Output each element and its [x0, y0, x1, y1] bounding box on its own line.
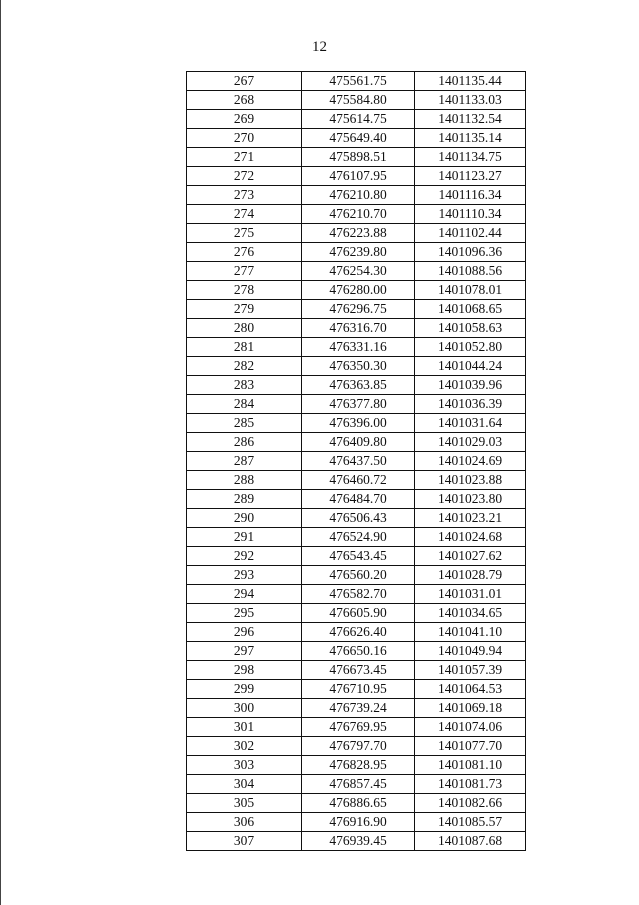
- point-number-cell: 283: [187, 376, 302, 395]
- y-coordinate-cell: 1401041.10: [415, 623, 526, 642]
- table-row: [187, 813, 526, 832]
- point-number-cell: 301: [187, 718, 302, 737]
- y-coordinate-cell: 1401096.36: [415, 243, 526, 262]
- point-number-cell: 294: [187, 585, 302, 604]
- x-coordinate-cell: 476605.90: [302, 604, 415, 623]
- x-coordinate-cell: 475898.51: [302, 148, 415, 167]
- x-coordinate-cell: 476769.95: [302, 718, 415, 737]
- point-number-cell: 298: [187, 661, 302, 680]
- y-coordinate-cell: 1401024.69: [415, 452, 526, 471]
- table-row: [187, 547, 526, 566]
- y-coordinate-cell: 1401023.21: [415, 509, 526, 528]
- y-coordinate-cell: 1401085.57: [415, 813, 526, 832]
- table-row: [187, 414, 526, 433]
- x-coordinate-cell: 476916.90: [302, 813, 415, 832]
- point-number-cell: 280: [187, 319, 302, 338]
- table-row: [187, 205, 526, 224]
- point-number-cell: 295: [187, 604, 302, 623]
- x-coordinate-cell: 476223.88: [302, 224, 415, 243]
- y-coordinate-cell: 1401023.88: [415, 471, 526, 490]
- table-row: [187, 490, 526, 509]
- point-number-cell: 274: [187, 205, 302, 224]
- table-row: [187, 300, 526, 319]
- point-number-cell: 271: [187, 148, 302, 167]
- point-number-cell: 306: [187, 813, 302, 832]
- table-row: [187, 832, 526, 851]
- y-coordinate-cell: 1401074.06: [415, 718, 526, 737]
- table-row: [187, 167, 526, 186]
- y-coordinate-cell: 1401077.70: [415, 737, 526, 756]
- y-coordinate-cell: 1401064.53: [415, 680, 526, 699]
- y-coordinate-cell: 1401069.18: [415, 699, 526, 718]
- x-coordinate-cell: 476316.70: [302, 319, 415, 338]
- point-number-cell: 277: [187, 262, 302, 281]
- y-coordinate-cell: 1401087.68: [415, 832, 526, 851]
- table-row: [187, 737, 526, 756]
- table-row: [187, 528, 526, 547]
- y-coordinate-cell: 1401029.03: [415, 433, 526, 452]
- y-coordinate-cell: 1401023.80: [415, 490, 526, 509]
- point-number-cell: 292: [187, 547, 302, 566]
- x-coordinate-cell: 476939.45: [302, 832, 415, 851]
- table-row: [187, 471, 526, 490]
- table-row: [187, 794, 526, 813]
- x-coordinate-cell: 476524.90: [302, 528, 415, 547]
- point-number-cell: 272: [187, 167, 302, 186]
- table-row: [187, 319, 526, 338]
- y-coordinate-cell: 1401116.34: [415, 186, 526, 205]
- x-coordinate-cell: 476739.24: [302, 699, 415, 718]
- x-coordinate-cell: 476543.45: [302, 547, 415, 566]
- x-coordinate-cell: 476886.65: [302, 794, 415, 813]
- table-row: [187, 376, 526, 395]
- x-coordinate-cell: 476484.70: [302, 490, 415, 509]
- table-row: [187, 433, 526, 452]
- y-coordinate-cell: 1401135.14: [415, 129, 526, 148]
- y-coordinate-cell: 1401068.65: [415, 300, 526, 319]
- table-row: [187, 110, 526, 129]
- x-coordinate-cell: 476650.16: [302, 642, 415, 661]
- page-number: 12: [312, 39, 327, 55]
- point-number-cell: 282: [187, 357, 302, 376]
- table-row: [187, 585, 526, 604]
- coordinates-table-body: [187, 72, 526, 851]
- x-coordinate-cell: 476280.00: [302, 281, 415, 300]
- x-coordinate-cell: 476857.45: [302, 775, 415, 794]
- x-coordinate-cell: 476331.16: [302, 338, 415, 357]
- y-coordinate-cell: 1401052.80: [415, 338, 526, 357]
- point-number-cell: 279: [187, 300, 302, 319]
- y-coordinate-cell: 1401049.94: [415, 642, 526, 661]
- y-coordinate-cell: 1401031.01: [415, 585, 526, 604]
- point-number-cell: 275: [187, 224, 302, 243]
- page-edge: [0, 0, 1, 905]
- point-number-cell: 291: [187, 528, 302, 547]
- y-coordinate-cell: 1401134.75: [415, 148, 526, 167]
- table-row: [187, 509, 526, 528]
- y-coordinate-cell: 1401036.39: [415, 395, 526, 414]
- point-number-cell: 293: [187, 566, 302, 585]
- x-coordinate-cell: 476710.95: [302, 680, 415, 699]
- y-coordinate-cell: 1401082.66: [415, 794, 526, 813]
- point-number-cell: 302: [187, 737, 302, 756]
- y-coordinate-cell: 1401027.62: [415, 547, 526, 566]
- table-row: [187, 566, 526, 585]
- point-number-cell: 304: [187, 775, 302, 794]
- table-row: [187, 756, 526, 775]
- y-coordinate-cell: 1401024.68: [415, 528, 526, 547]
- x-coordinate-cell: 476377.80: [302, 395, 415, 414]
- y-coordinate-cell: 1401034.65: [415, 604, 526, 623]
- point-number-cell: 299: [187, 680, 302, 699]
- y-coordinate-cell: 1401057.39: [415, 661, 526, 680]
- point-number-cell: 270: [187, 129, 302, 148]
- x-coordinate-cell: 476797.70: [302, 737, 415, 756]
- point-number-cell: 303: [187, 756, 302, 775]
- x-coordinate-cell: 476363.85: [302, 376, 415, 395]
- x-coordinate-cell: 476107.95: [302, 167, 415, 186]
- x-coordinate-cell: 476506.43: [302, 509, 415, 528]
- table-row: [187, 338, 526, 357]
- table-row: [187, 91, 526, 110]
- y-coordinate-cell: 1401078.01: [415, 281, 526, 300]
- point-number-cell: 290: [187, 509, 302, 528]
- y-coordinate-cell: 1401081.10: [415, 756, 526, 775]
- y-coordinate-cell: 1401028.79: [415, 566, 526, 585]
- y-coordinate-cell: 1401081.73: [415, 775, 526, 794]
- table-row: [187, 72, 526, 91]
- x-coordinate-cell: 475561.75: [302, 72, 415, 91]
- table-row: [187, 775, 526, 794]
- point-number-cell: 276: [187, 243, 302, 262]
- x-coordinate-cell: 475614.75: [302, 110, 415, 129]
- table-row: [187, 357, 526, 376]
- y-coordinate-cell: 1401039.96: [415, 376, 526, 395]
- x-coordinate-cell: 476460.72: [302, 471, 415, 490]
- table-row: [187, 262, 526, 281]
- y-coordinate-cell: 1401133.03: [415, 91, 526, 110]
- table-row: [187, 680, 526, 699]
- table-row: [187, 642, 526, 661]
- x-coordinate-cell: 476560.20: [302, 566, 415, 585]
- x-coordinate-cell: 476396.00: [302, 414, 415, 433]
- table-row: [187, 129, 526, 148]
- y-coordinate-cell: 1401088.56: [415, 262, 526, 281]
- table-row: [187, 281, 526, 300]
- x-coordinate-cell: 476296.75: [302, 300, 415, 319]
- x-coordinate-cell: 476254.30: [302, 262, 415, 281]
- point-number-cell: 278: [187, 281, 302, 300]
- y-coordinate-cell: 1401135.44: [415, 72, 526, 91]
- point-number-cell: 267: [187, 72, 302, 91]
- y-coordinate-cell: 1401102.44: [415, 224, 526, 243]
- x-coordinate-cell: 475649.40: [302, 129, 415, 148]
- y-coordinate-cell: 1401031.64: [415, 414, 526, 433]
- y-coordinate-cell: 1401044.24: [415, 357, 526, 376]
- x-coordinate-cell: 476210.70: [302, 205, 415, 224]
- y-coordinate-cell: 1401123.27: [415, 167, 526, 186]
- x-coordinate-cell: 476350.30: [302, 357, 415, 376]
- point-number-cell: 269: [187, 110, 302, 129]
- table-row: [187, 224, 526, 243]
- point-number-cell: 287: [187, 452, 302, 471]
- x-coordinate-cell: 476210.80: [302, 186, 415, 205]
- point-number-cell: 300: [187, 699, 302, 718]
- point-number-cell: 281: [187, 338, 302, 357]
- table-row: [187, 699, 526, 718]
- table-row: [187, 661, 526, 680]
- table-row: [187, 718, 526, 737]
- x-coordinate-cell: 475584.80: [302, 91, 415, 110]
- x-coordinate-cell: 476828.95: [302, 756, 415, 775]
- point-number-cell: 273: [187, 186, 302, 205]
- point-number-cell: 289: [187, 490, 302, 509]
- point-number-cell: 305: [187, 794, 302, 813]
- point-number-cell: 268: [187, 91, 302, 110]
- point-number-cell: 307: [187, 832, 302, 851]
- table-row: [187, 623, 526, 642]
- table-row: [187, 243, 526, 262]
- point-number-cell: 296: [187, 623, 302, 642]
- table-row: [187, 604, 526, 623]
- table-row: [187, 148, 526, 167]
- x-coordinate-cell: 476437.50: [302, 452, 415, 471]
- point-number-cell: 285: [187, 414, 302, 433]
- table-row: [187, 395, 526, 414]
- point-number-cell: 286: [187, 433, 302, 452]
- table-row: [187, 186, 526, 205]
- y-coordinate-cell: 1401110.34: [415, 205, 526, 224]
- point-number-cell: 288: [187, 471, 302, 490]
- point-number-cell: 284: [187, 395, 302, 414]
- coordinates-table: [186, 71, 526, 851]
- table-row: [187, 452, 526, 471]
- point-number-cell: 297: [187, 642, 302, 661]
- x-coordinate-cell: 476409.80: [302, 433, 415, 452]
- x-coordinate-cell: 476673.45: [302, 661, 415, 680]
- y-coordinate-cell: 1401132.54: [415, 110, 526, 129]
- y-coordinate-cell: 1401058.63: [415, 319, 526, 338]
- x-coordinate-cell: 476582.70: [302, 585, 415, 604]
- x-coordinate-cell: 476626.40: [302, 623, 415, 642]
- x-coordinate-cell: 476239.80: [302, 243, 415, 262]
